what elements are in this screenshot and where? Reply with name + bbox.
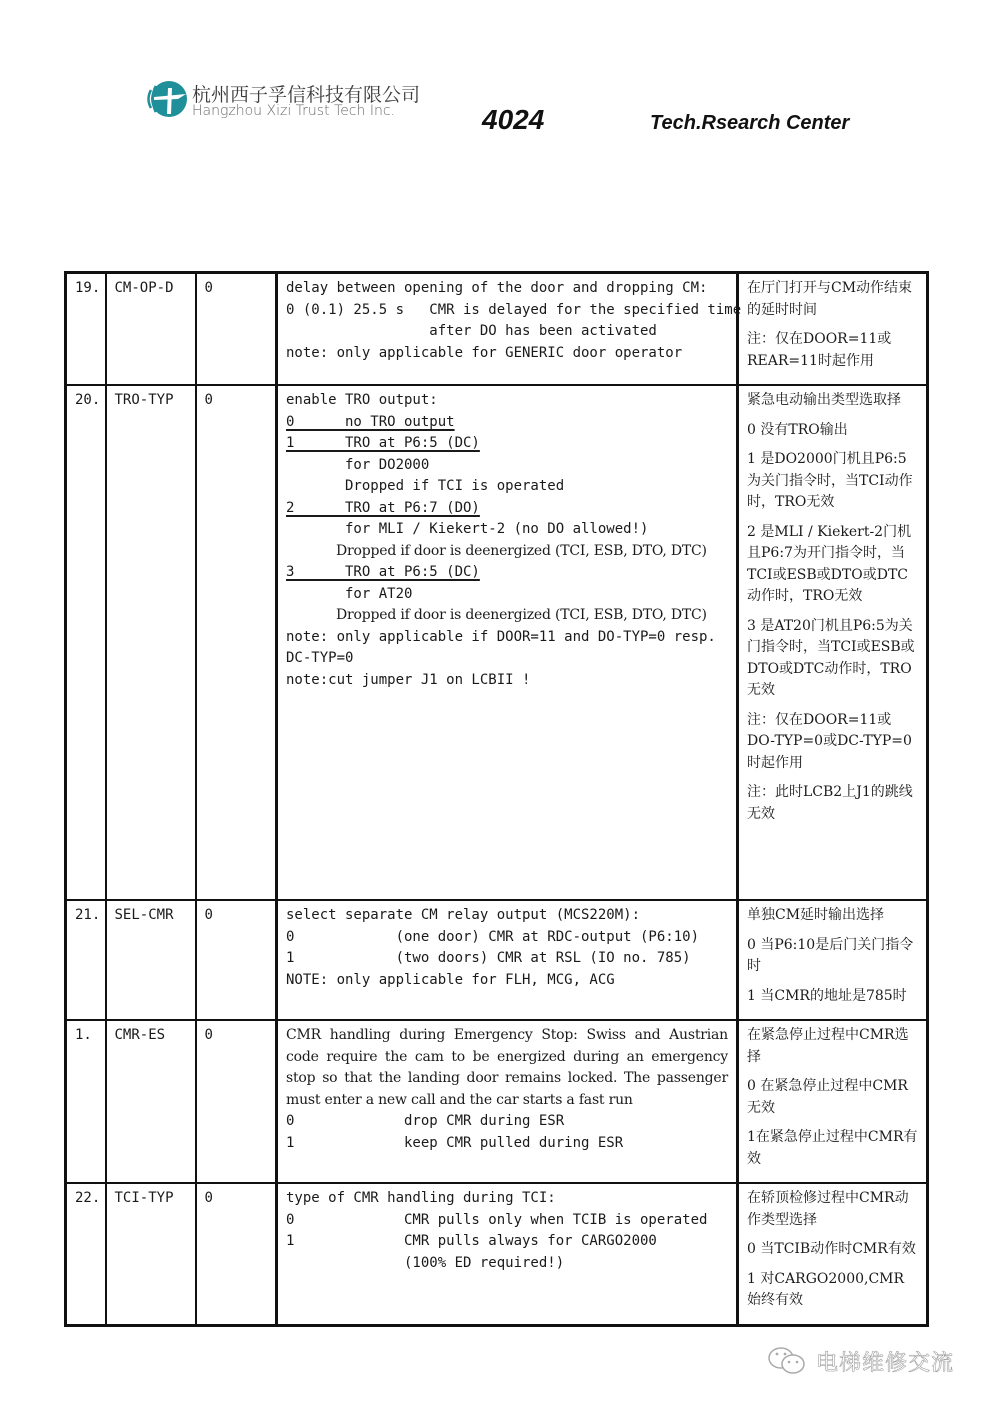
param-number: 21.: [66, 900, 106, 1020]
desc-line: type of CMR handling during TCI:: [286, 1190, 556, 1206]
watermark-text: 电梯维修交流: [816, 1350, 955, 1376]
desc-line: NOTE: only applicable for FLH, MCG, ACG: [286, 971, 615, 988]
cn-line: 注：仅在DOOR=11或REAR=11时起作用: [747, 331, 892, 369]
param-number: 1.: [66, 1020, 106, 1183]
cn-line: 1 是DO2000门机且P6:5为关门指令时，当TCI动作时，TRO无效: [747, 451, 913, 510]
table-row: [66, 385, 928, 900]
param-default: 0: [196, 1183, 277, 1325]
desc-line: note: only applicable if DOOR=11 and DO-TYP=0 resp.: [286, 628, 716, 645]
parameter-table: [64, 271, 929, 1327]
param-name: SEL-CMR: [106, 900, 196, 1020]
cn-line: 1 当CMR的地址是785时: [747, 987, 907, 1004]
desc-line: 0 CMR pulls only when TCIB is operated: [286, 1211, 708, 1228]
param-description: [277, 273, 742, 386]
watermark: [766, 1343, 954, 1379]
document-number: 4024: [482, 104, 545, 135]
param-name: TRO-TYP: [106, 385, 196, 900]
desc-line: select separate CM relay output (MCS220M):: [286, 907, 641, 923]
desc-line: Dropped if door is deenergized (TCI, ESB, DTO, DTC): [336, 542, 707, 559]
param-description-cn: [738, 900, 928, 1020]
param-number: 19.: [66, 273, 106, 386]
desc-line: delay between opening of the door and dropping CM:: [286, 280, 708, 296]
param-description-cn: [738, 385, 928, 900]
desc-paragraph: CMR handling during Emergency Stop: Swiss and Austrian code require the cam to be energized during an emergency stop so that the landing door remains locked. The passenger must enter a new call and the car starts a fast run: [286, 1027, 728, 1108]
desc-line: 0 (one door) CMR at RDC-output (P6:10): [286, 928, 700, 945]
cn-line: 1 对CARGO2000,CMR始终有效: [747, 1270, 905, 1308]
cn-line: 紧急电动输出类型选取择: [747, 392, 901, 408]
desc-line: for MLI / Kiekert-2 (no DO allowed!): [286, 521, 649, 537]
param-description: [277, 385, 738, 900]
department-name: Tech.Rsearch Center: [650, 112, 850, 134]
cn-line: 在厅门打开与CM动作结束的延时时间: [747, 280, 913, 318]
param-description: [277, 900, 738, 1020]
desc-line: Dropped if door is deenergized (TCI, ESB, DTO, DTC): [336, 607, 707, 623]
option-line: 1 TRO at P6:5 (DC): [286, 435, 480, 451]
param-name: CM-OP-D: [106, 273, 196, 386]
desc-line: 1 CMR pulls always for CARGO2000: [286, 1233, 657, 1249]
option-line: 3 TRO at P6:5 (DC): [286, 564, 480, 580]
cn-line: 2 是MLI / Kiekert-2门机且P6:7为开门指令时，当TCI或ESB或DTO或DTC动作时，TRO无效: [747, 523, 912, 604]
table-row: [66, 1183, 928, 1325]
desc-line: for DO2000: [286, 456, 430, 473]
desc-line: note:cut jumper J1 on LCBII !: [286, 671, 531, 688]
desc-line: Dropped if TCI is operated: [286, 478, 565, 494]
cn-line: 单独CM延时输出选择: [747, 907, 885, 923]
desc-line: after DO has been activated: [286, 323, 657, 339]
desc-line: (100% ED required!): [286, 1254, 565, 1271]
param-default: 0: [196, 900, 277, 1020]
company-name-en: Hangzhou Xizi Trust Tech Inc.: [192, 103, 395, 119]
cn-line: 0 当P6:10是后门关门指令时: [747, 936, 914, 974]
option-line: 2 TRO at P6:7 (DO): [286, 499, 480, 516]
param-description-cn: [738, 1183, 928, 1325]
option-line: 0 no TRO output: [286, 413, 455, 430]
cn-line: 3 是AT20门机且P6:5为关门指令时，当TCI或ESB或DTO或DTC动作时，TRO无效: [747, 617, 915, 698]
cn-line: 注：此时LCB2上J1的跳线无效: [747, 784, 913, 822]
cn-line: 注：仅在DOOR=11或DO-TYP=0或DC-TYP=0时起作用: [747, 711, 912, 771]
cn-line: 0 没有TRO输出: [747, 421, 848, 438]
desc-line: note: only applicable for GENERIC door operator: [286, 344, 683, 361]
param-description: [277, 1020, 738, 1183]
desc-line: 0 drop CMR during ESR: [286, 1113, 565, 1129]
cn-line: 在轿顶检修过程中CMR动作类型选择: [747, 1190, 909, 1228]
param-name: CMR-ES: [106, 1020, 196, 1183]
wechat-icon: [766, 1345, 810, 1377]
desc-line: DC-TYP=0: [286, 650, 354, 666]
cn-line: 0 在紧急停止过程中CMR无效: [747, 1078, 908, 1116]
cn-line: 1在紧急停止过程中CMR有效: [747, 1129, 918, 1167]
desc-line: enable TRO output:: [286, 392, 438, 408]
company-name-cn: 杭州西子孚信科技有限公司: [192, 84, 421, 106]
param-number: 22.: [66, 1183, 106, 1325]
desc-line: 1 keep CMR pulled during ESR: [286, 1134, 624, 1151]
param-name: TCI-TYP: [106, 1183, 196, 1325]
param-description-cn: [738, 273, 928, 386]
param-default: 0: [196, 385, 277, 900]
param-description: [277, 1183, 738, 1325]
cn-line: 0 当TCIB动作时CMR有效: [747, 1241, 916, 1257]
page-header: [0, 0, 992, 200]
param-default: 0: [196, 273, 277, 386]
param-number: 20.: [66, 385, 106, 900]
desc-line: 1 (two doors) CMR at RSL (IO no. 785): [286, 950, 691, 966]
cn-line: 在紧急停止过程中CMR选择: [747, 1027, 909, 1065]
param-description-cn: [738, 1020, 928, 1183]
globe-logo-icon: [146, 78, 188, 120]
desc-line: for AT20: [286, 585, 413, 602]
table-row: [66, 900, 928, 1020]
table-row: [66, 1020, 928, 1183]
table-row: [66, 273, 928, 386]
param-default: 0: [196, 1020, 277, 1183]
desc-line: 0 (0.1) 25.5 s CMR is delayed for the specified time: [286, 301, 742, 318]
